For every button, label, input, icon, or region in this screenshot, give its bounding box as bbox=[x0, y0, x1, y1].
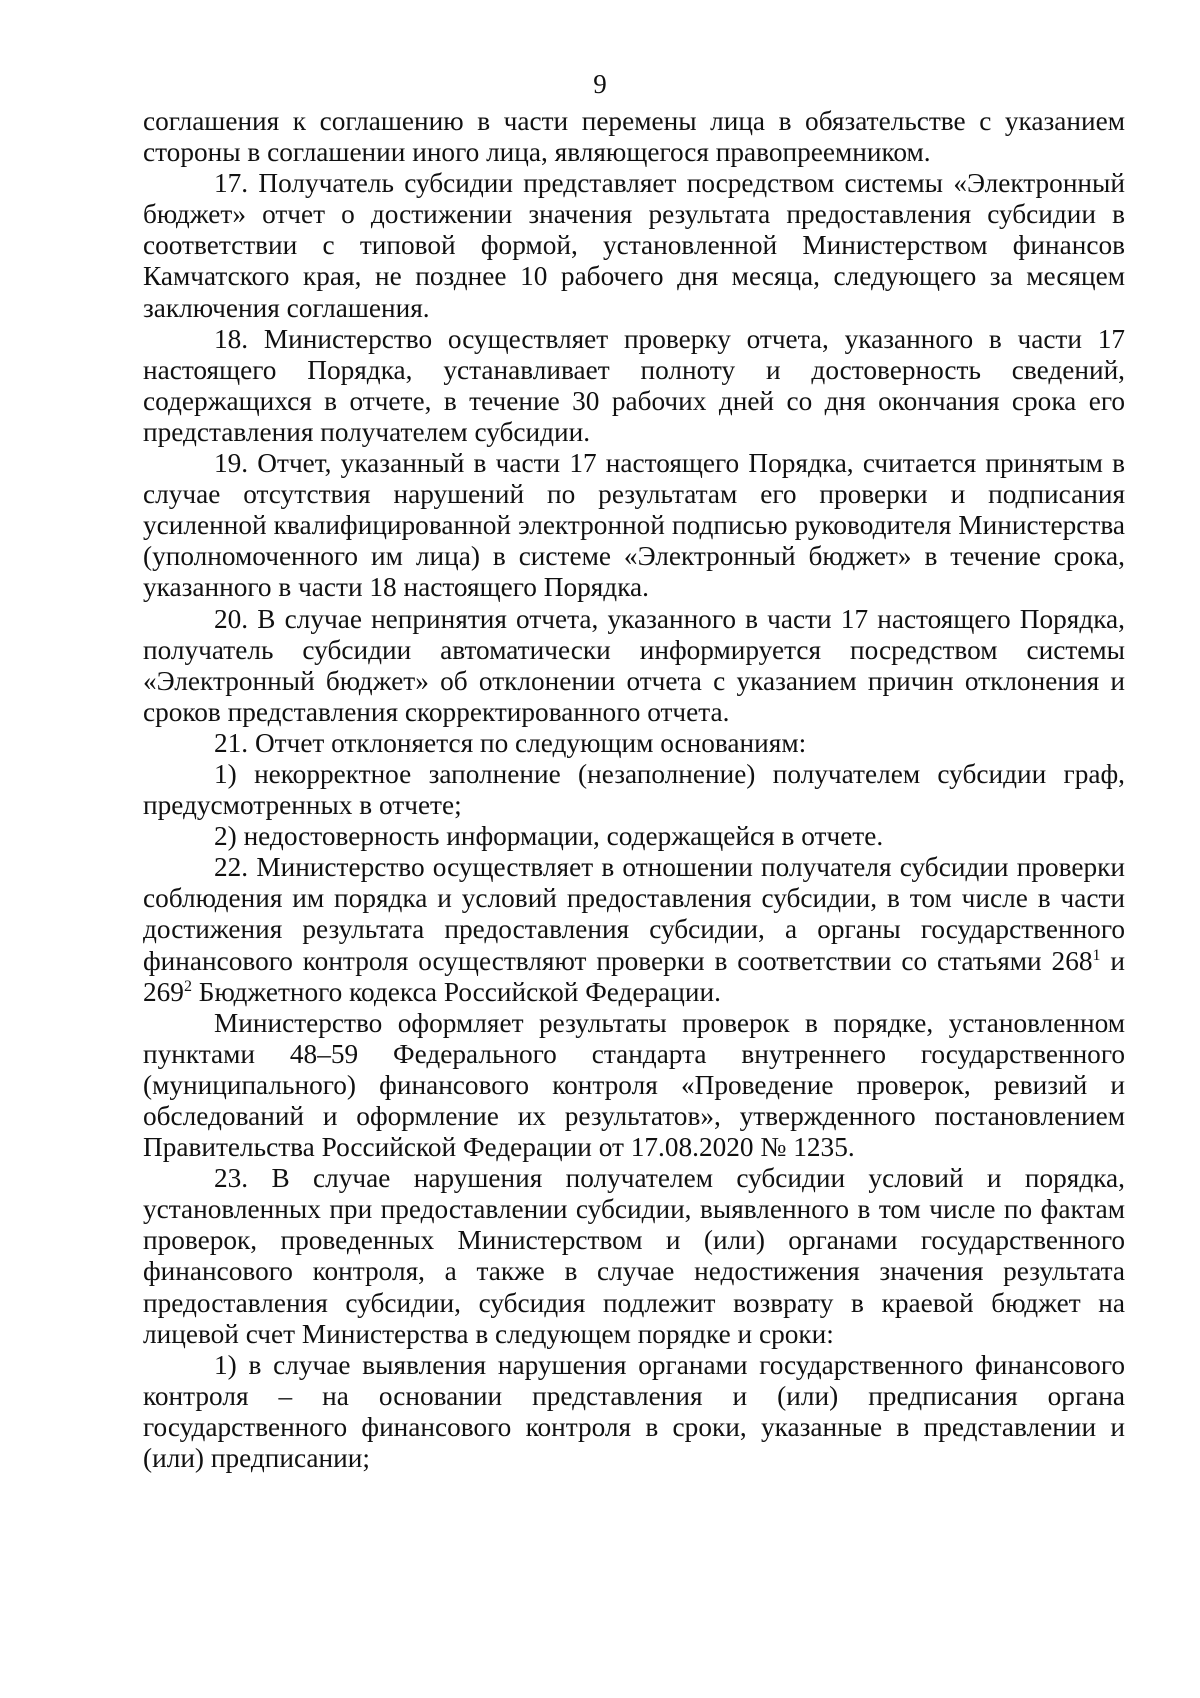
document-body bbox=[143, 106, 1125, 1474]
superscript-1: 1 bbox=[1092, 946, 1101, 964]
paragraph-23-item-1: 1) в случае выявления нарушения органами государственного финансового контроля – на основании представления и (или) предписания органа государственного финансового контроля в сроки, указанные в представлении и (или) предписании; bbox=[143, 1349, 1125, 1474]
paragraph-22-text-before: 22. Министерство осуществляет в отношении получателя субсидии проверки соблюдения им порядка и условий предоставления субсидии, в том числе в части достижения результата предоставления субсидии, а органы государственного финансового контроля осуществляют проверки в соответствии со статьями 268 bbox=[143, 852, 1125, 976]
superscript-2: 2 bbox=[183, 977, 192, 995]
page-number: 9 bbox=[593, 69, 607, 99]
paragraph-22-text-middle: и 269 bbox=[143, 945, 1125, 1007]
paragraph-18: 18. Министерство осуществляет проверку отчета, указанного в части 17 настоящего Порядка, устанавливает полноту и достоверность сведений, содержащихся в отчете, в течение 30 рабочих дней со дня окончания срока его представления получателем субсидии. bbox=[143, 323, 1125, 447]
paragraph-23: 23. В случае нарушения получателем субсидии условий и порядка, установленных при предоставлении субсидии, выявленного в том числе по фактам проверок, проведенных Министерством и (или) органами государственного финансового контроля, а также в случае недостижения значения результата предоставления субсидии, субсидия подлежит возврату в краевой бюджет на лицевой счет Министерства в следующем порядке и сроки: bbox=[143, 1163, 1125, 1349]
paragraph-22 bbox=[143, 852, 1125, 1007]
paragraph-17: 17. Получатель субсидии представляет посредством системы «Электронный бюджет» отчет о достижении значения результата предоставления субсидии в соответствии с типовой формой, установленной Министерством финансов Камчатского края, не позднее 10 рабочего дня месяца, следующего за месяцем заключения соглашения. bbox=[143, 168, 1125, 323]
paragraph-21-item-2: 2) недостоверность информации, содержащейся в отчете. bbox=[214, 821, 884, 852]
paragraph-21: 21. Отчет отклоняется по следующим основаниям: bbox=[214, 727, 807, 758]
paragraph-20: 20. В случае непринятия отчета, указанного в части 17 настоящего Порядка, получатель субсидии автоматически информируется посредством системы «Электронный бюджет» об отклонении отчета с указанием причин отклонения и сроков представления скорректированного отчета. bbox=[143, 603, 1125, 727]
paragraph-21-item-1: 1) некорректное заполнение (незаполнение) получателем субсидии граф, предусмотренных в отчете; bbox=[143, 758, 1125, 821]
paragraph-22-results: Министерство оформляет результаты проверок в порядке, установленном пунктами 48–59 Федерального стандарта внутреннего государственного (муниципального) финансового контроля «Проведение проверок, ревизий и обследований и оформление их результатов», утвержденного постановлением Правительства Российской Федерации от 17.08.2020 № 1235. bbox=[143, 1007, 1125, 1163]
paragraph-continuation: соглашения к соглашению в части перемены лица в обязательстве с указанием стороны в соглашении иного лица, являющегося правопреемником. bbox=[143, 106, 1125, 168]
paragraph-22-text-after: Бюджетного кодекса Российской Федерации. bbox=[191, 976, 721, 1007]
paragraph-19: 19. Отчет, указанный в части 17 настоящего Порядка, считается принятым в случае отсутствия нарушений по результатам его проверки и подписания усиленной квалифицированной электронной подписью руководителя Министерства (уполномоченного им лица) в системе «Электронный бюджет» в течение срока, указанного в части 18 настоящего Порядка. bbox=[143, 448, 1125, 603]
